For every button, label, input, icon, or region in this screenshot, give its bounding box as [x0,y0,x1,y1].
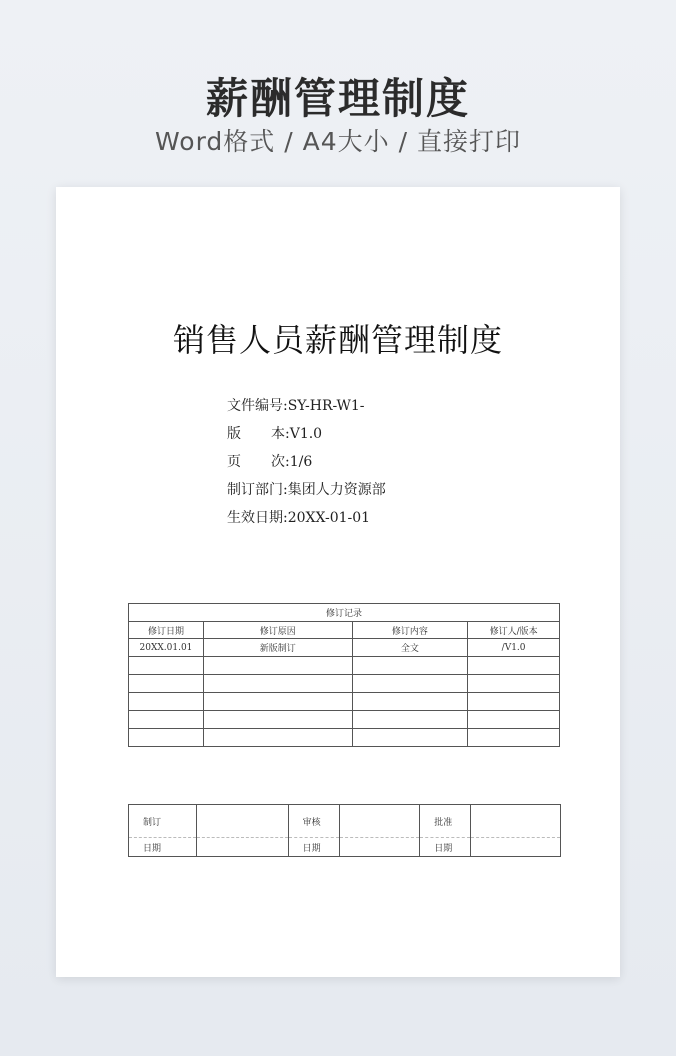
approval-role-row [129,805,561,838]
column-header: 修订原因 [203,622,352,639]
table-row-empty [129,693,560,711]
document-page [56,187,620,977]
meta-label: 页 [227,454,241,470]
approval-signature-cell [339,805,420,838]
column-header: 修订日期 [129,622,204,639]
approval-date-row [129,838,561,857]
meta-file-number: 文件编号:SY-HR-W1- [227,398,365,414]
meta-effective-date: 生效日期:20XX-01-01 [227,510,371,526]
approval-date-cell [196,838,288,857]
meta-label: 生效日期 [227,510,283,526]
table-row-empty [129,711,560,729]
table-row-empty [129,729,560,747]
meta-label: 本 [271,426,285,442]
table-row-empty [129,675,560,693]
banner-subtitle: Word格式 / A4大小 / 直接打印 [155,127,521,156]
approval-role-label: 制订 [129,805,197,838]
meta-label: 文件编号 [227,398,283,414]
meta-department: 制订部门:集团人力资源部 [227,482,386,498]
table-cell: /V1.0 [468,639,560,657]
approval-date-label: 日期 [129,838,197,857]
approval-role-label: 批准 [420,805,471,838]
meta-value: SY-HR-W1- [287,398,365,414]
approval-date-label: 日期 [420,838,471,857]
approval-date-cell [471,838,561,857]
table-row [129,639,560,657]
table-cell: 20XX.01.01 [129,639,204,657]
meta-value: 1/6 [289,454,313,470]
meta-value: 集团人力资源部 [287,482,386,498]
table-cell: 新版制订 [203,639,352,657]
meta-label: 次 [271,454,285,470]
table-row-empty [129,657,560,675]
revision-table [128,603,560,747]
approval-table [128,804,561,857]
meta-label: 制订部门 [227,482,283,498]
approval-role-label: 审核 [288,805,339,838]
document-title: 销售人员薪酬管理制度 [172,321,503,359]
banner-title: 薪酬管理制度 [205,74,470,123]
meta-version: 版 本:V1.0 [227,420,386,448]
table-cell: 全文 [352,639,468,657]
meta-label: 版 [227,426,241,442]
meta-value: 20XX-01-01 [287,510,371,526]
revision-caption: 修订记录 [129,604,560,622]
meta-pages: 页 次:1/6 [227,448,386,476]
approval-date-cell [339,838,420,857]
approval-signature-cell [196,805,288,838]
approval-signature-cell [471,805,561,838]
column-header: 修订内容 [352,622,468,639]
document-meta [227,392,386,532]
meta-value: V1.0 [289,426,323,442]
approval-date-label: 日期 [288,838,339,857]
revision-header-row [129,622,560,639]
column-header: 修订人/版本 [468,622,560,639]
